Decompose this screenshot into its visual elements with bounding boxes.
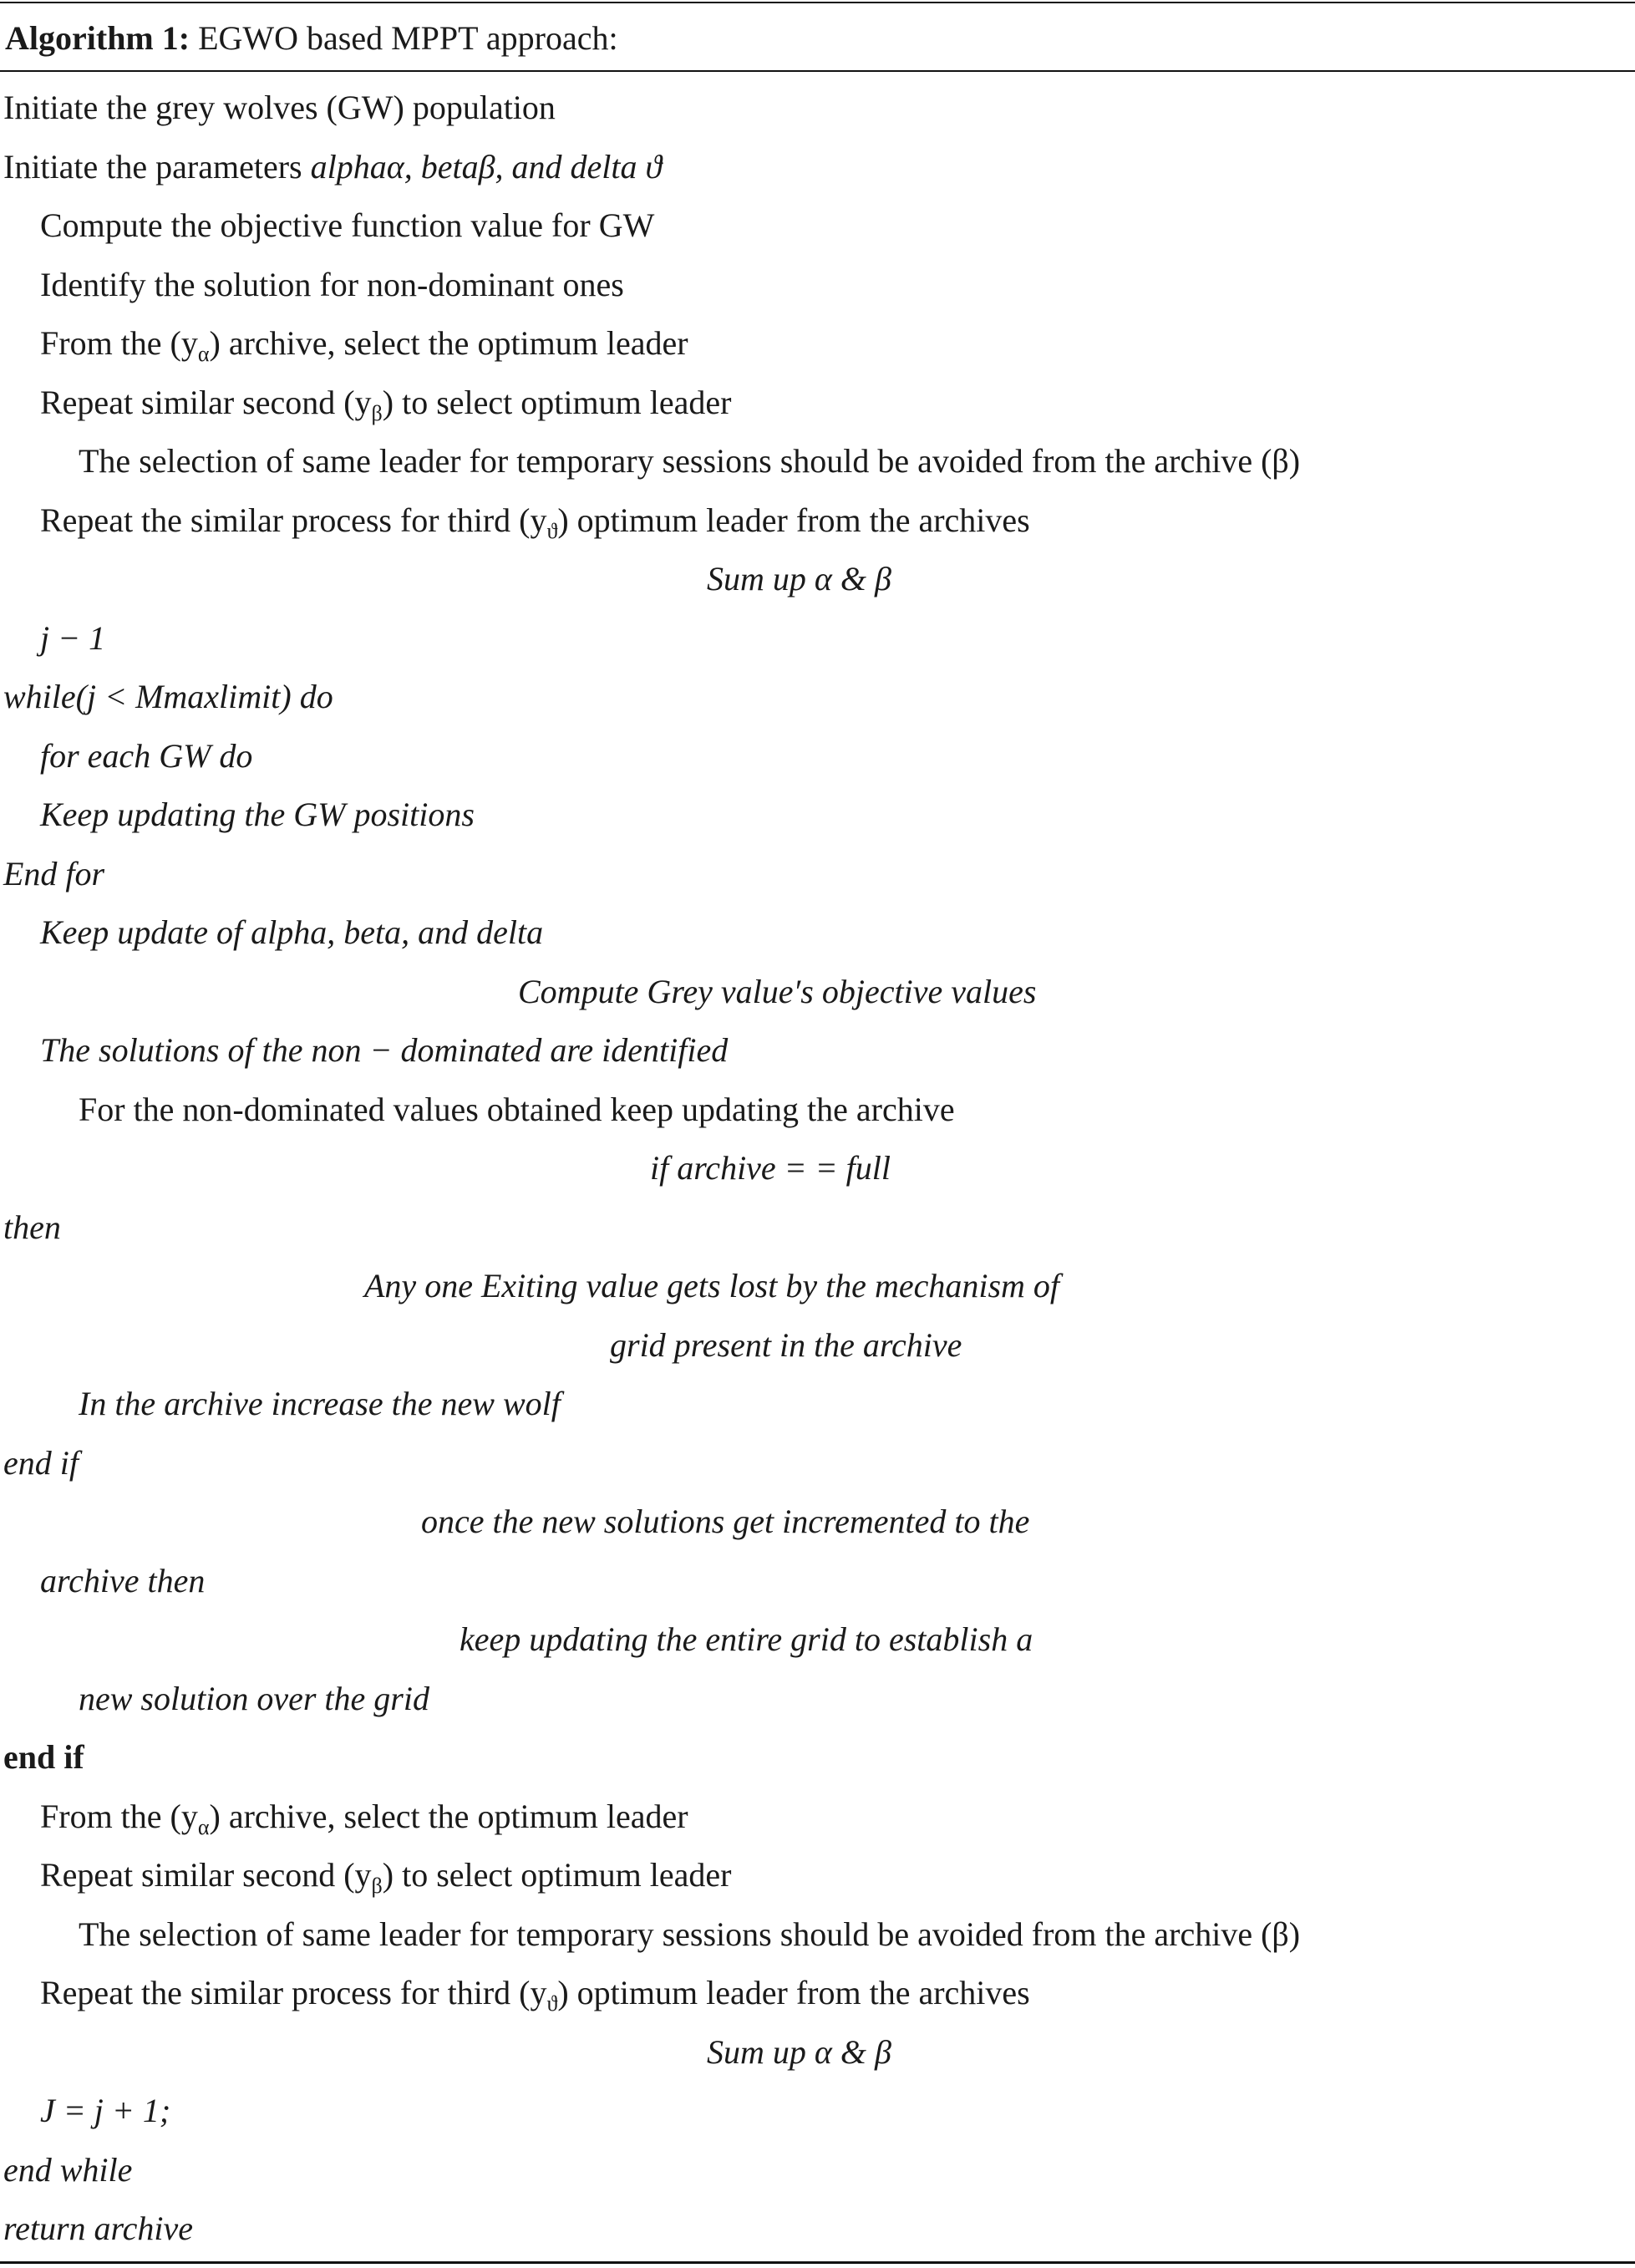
algo-line: Compute Grey value′s objective values <box>518 972 1037 1010</box>
algo-line: for each GW do <box>40 736 253 775</box>
algo-line: if archive = = full <box>650 1149 891 1187</box>
algorithm-label: Algorithm 1: <box>5 19 190 57</box>
algo-line <box>0 496 1635 556</box>
algo-line: Keep update of alpha, beta, and delta <box>40 913 544 951</box>
algo-line: For the non-dominated values obtained keep updating the archive <box>79 1090 955 1128</box>
algorithm-body <box>0 84 1635 2264</box>
algo-line: then <box>3 1208 61 1246</box>
algo-line: End for <box>3 854 105 892</box>
algorithm-caption: EGWO based MPPT approach: <box>198 19 618 57</box>
algo-line: once the new solutions get incremented to the <box>421 1503 1030 1540</box>
algo-line: keep updating the entire grid to establish a <box>460 1620 1033 1658</box>
algo-line: Sum up α & β <box>707 560 891 598</box>
algo-subscript: β <box>371 400 383 425</box>
algo-line <box>0 379 1635 438</box>
algo-subscript: ϑ <box>546 1991 558 2016</box>
algo-subscript: ϑ <box>546 518 558 543</box>
algo-line: archive then <box>40 1561 206 1599</box>
algo-math: alphaα, betaβ, and delta ϑ <box>310 147 663 186</box>
algo-line: grid present in the archive <box>610 1325 962 1364</box>
algo-line: return archive <box>3 2210 193 2247</box>
algo-line: new solution over the grid <box>79 1679 429 1717</box>
algo-line: Any one Exiting value gets lost by the mechanism of <box>364 1267 1060 1304</box>
algo-text: Initiate the parameters <box>3 147 311 186</box>
algo-line <box>0 1969 1635 2028</box>
algo-text: Repeat similar second (y <box>40 383 372 421</box>
algorithm-title <box>5 15 618 62</box>
algo-line: end while <box>3 2150 133 2189</box>
header-rule <box>0 70 1635 72</box>
algo-text: Repeat the similar process for third (y <box>40 1974 547 2011</box>
algo-line: The selection of same leader for temporary sessions should be avoided from the archive (β) <box>79 1915 1301 1953</box>
algo-line: Initiate the grey wolves (GW) population <box>3 89 556 126</box>
algo-line <box>0 319 1635 379</box>
algo-text: ) to select optimum leader <box>382 383 732 421</box>
algo-line: The solutions of the non − dominated are identified <box>40 1031 729 1069</box>
algo-text: Repeat similar second (y <box>40 1856 372 1894</box>
algo-text: ) archive, select the optimum leader <box>209 1797 688 1835</box>
algo-text: ) optimum leader from the archives <box>557 1974 1030 2011</box>
algo-text: ) optimum leader from the archives <box>557 501 1030 539</box>
algo-line: Identify the solution for non-dominant ones <box>40 265 624 303</box>
algo-line: Sum up α & β <box>707 2032 891 2071</box>
algo-line: end if <box>3 1738 84 1776</box>
algo-subscript: α <box>197 1814 210 1839</box>
algo-text: From the (y <box>40 324 198 362</box>
bottom-rule <box>0 2261 1635 2264</box>
algo-line: while(j < Mmaxlimit) do <box>3 678 333 715</box>
algo-line <box>0 1851 1635 1910</box>
algo-text: From the (y <box>40 1797 198 1835</box>
algo-text: ) to select optimum leader <box>382 1856 732 1894</box>
algo-line: Keep updating the GW positions <box>40 796 475 833</box>
algo-line: end if <box>3 1443 79 1482</box>
algo-line: j − 1 <box>40 618 106 657</box>
algo-line: The selection of same leader for temporary sessions should be avoided from the archive (β) <box>79 442 1301 480</box>
algo-text: ) archive, select the optimum leader <box>209 324 688 362</box>
algo-text: Repeat the similar process for third (y <box>40 501 547 539</box>
top-rule <box>0 2 1635 3</box>
algo-line <box>0 1793 1635 1852</box>
algo-line: J = j + 1; <box>40 2092 171 2129</box>
algo-subscript: α <box>197 342 210 366</box>
algo-line <box>0 143 1635 202</box>
algo-subscript: β <box>371 1874 383 1898</box>
algo-line: In the archive increase the new wolf <box>79 1385 561 1422</box>
algo-line: Compute the objective function value for GW <box>40 206 655 244</box>
